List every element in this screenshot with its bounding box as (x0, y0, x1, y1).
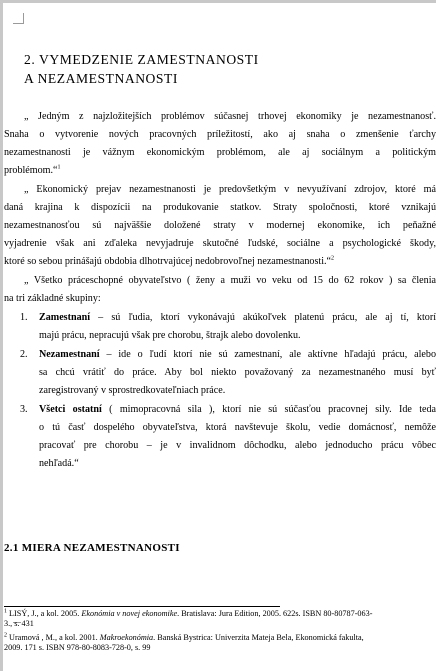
footnote-1-line2: 3., s. 431 (4, 619, 34, 628)
crop-mark-top-left (13, 13, 24, 24)
page-top-edge (0, 0, 436, 3)
footnote-2-line1: $^2$ Uramová , M., a kol. 2001. Makroekonómia. Banská Bystrica: Univerzita Mateja Bela, Ekonomická fakulta, (4, 632, 364, 642)
para3-line1: „ Všetko práceschopné obyvateľstvo ( ženy a muži vo veku od 15 do 62 rokov ) sa členia (24, 275, 436, 286)
footnote-2-line2: 2009. 171 s. ISBN 978-80-8083-728-0, s. 99 (4, 643, 151, 652)
para2-line2: daná krajina k dispozícii na produkovanie statkov. Straty spoločnosti, ktoré vznikajú (4, 202, 436, 213)
para1-line3: nezamestnanosti je vážnym ekonomickým problémom, ale aj sociálnym a politickým (4, 147, 436, 158)
list-item-3-line4: nehľadá.“ (39, 458, 79, 469)
footnote-separator (4, 606, 280, 607)
list-item-1-line2: majú prácu, nepracujú však pre chorobu, štrajk alebo dovolenku. (39, 330, 301, 341)
list-item-3-line1: Všetci ostatní ( mimopracovná sila ), ktorí nie sú súčasťou pracovnej sily. Ide teda (39, 404, 436, 415)
para1-line4: problémom.“$^1$ (4, 164, 61, 176)
para1-line1: „ Jedným z najzložitejších problémov súčasnej trhovej ekonomiky je nezamestnanosť. (24, 111, 436, 122)
list-item-2-number: 2. (20, 349, 28, 360)
list-item-2-term: Nezamestnaní (39, 349, 100, 360)
list-item-1-term: Zamestnaní (39, 312, 91, 323)
chapter-heading-line2: A NEZAMESTNANOSTI (24, 71, 178, 86)
para2-line4: vyjadrenie však ani zďaleka nevyjadruje skutočné ľudské, sociálne a psychologické škody, (4, 238, 436, 249)
list-item-3-line3: pracovať pre chorobu – je v invalidnom dôchodku, alebo jednoducho prácu vôbec (39, 440, 436, 451)
footnote-ref-2[interactable]: 2 (331, 255, 335, 262)
list-item-3-line2: o tú časť dospelého obyvateľstva, ktorá navštevuje školu, vedie domácnosť, nemôže (39, 422, 436, 433)
page-left-edge (0, 0, 3, 671)
footnote-ref-1[interactable]: 1 (57, 164, 61, 171)
list-item-1-number: 1. (20, 312, 28, 323)
list-item-2-line2: sa chcú vrátiť do práce. Aby bol niekto považovaný za nezamestnaného musí byť (39, 367, 436, 378)
para1-line2: Snaha o vytvorenie nových pracovných príležitostí, ako aj snaha o zmenšenie ťarchy (4, 129, 436, 140)
para2-line5: ktoré so sebou prinášajú obdobia dlhotrvajúcej nedobrovoľnej nezamestnanosti.“$^2$ (4, 255, 335, 267)
list-item-3-number: 3. (20, 404, 28, 415)
para3-line2: na tri základné skupiny: (4, 293, 101, 304)
para2-line1: „ Ekonomický prejav nezamestnanosti je predovšetkým v nevyužívaní zdrojov, ktoré má (24, 184, 436, 195)
list-item-1-line1: Zamestnaní – sú ľudia, ktorí vykonávajú akúkoľvek platenú prácu, ale aj tí, ktorí (39, 312, 436, 323)
para2-line3: nezamestnanosťou sú najväššie doložené straty v modernej ekonomike, ich peňažné (4, 220, 436, 231)
list-item-3-term: Všetci ostatní (39, 404, 102, 415)
section-heading: 2.1 MIERA NEZAMESTNANOSTI (4, 542, 180, 554)
chapter-heading-line1: 2. VYMEDZENIE ZAMESTNANOSTI (24, 52, 259, 67)
list-item-2-line3: zaregistrovaný v sprostredkovateľniach práce. (39, 385, 226, 396)
footnote-1-line1: $^1$ LISÝ, J., a kol. 2005. Ekonómia v novej ekonomike. Bratislava: Jura Edition, 2005. 622s. ISBN 80-80787-063- (4, 608, 373, 618)
list-item-2-line1: Nezamestnaní – ide o ľudí ktorí nie sú zamestnaní, ale aktívne hľadajú prácu, alebo (39, 349, 436, 360)
